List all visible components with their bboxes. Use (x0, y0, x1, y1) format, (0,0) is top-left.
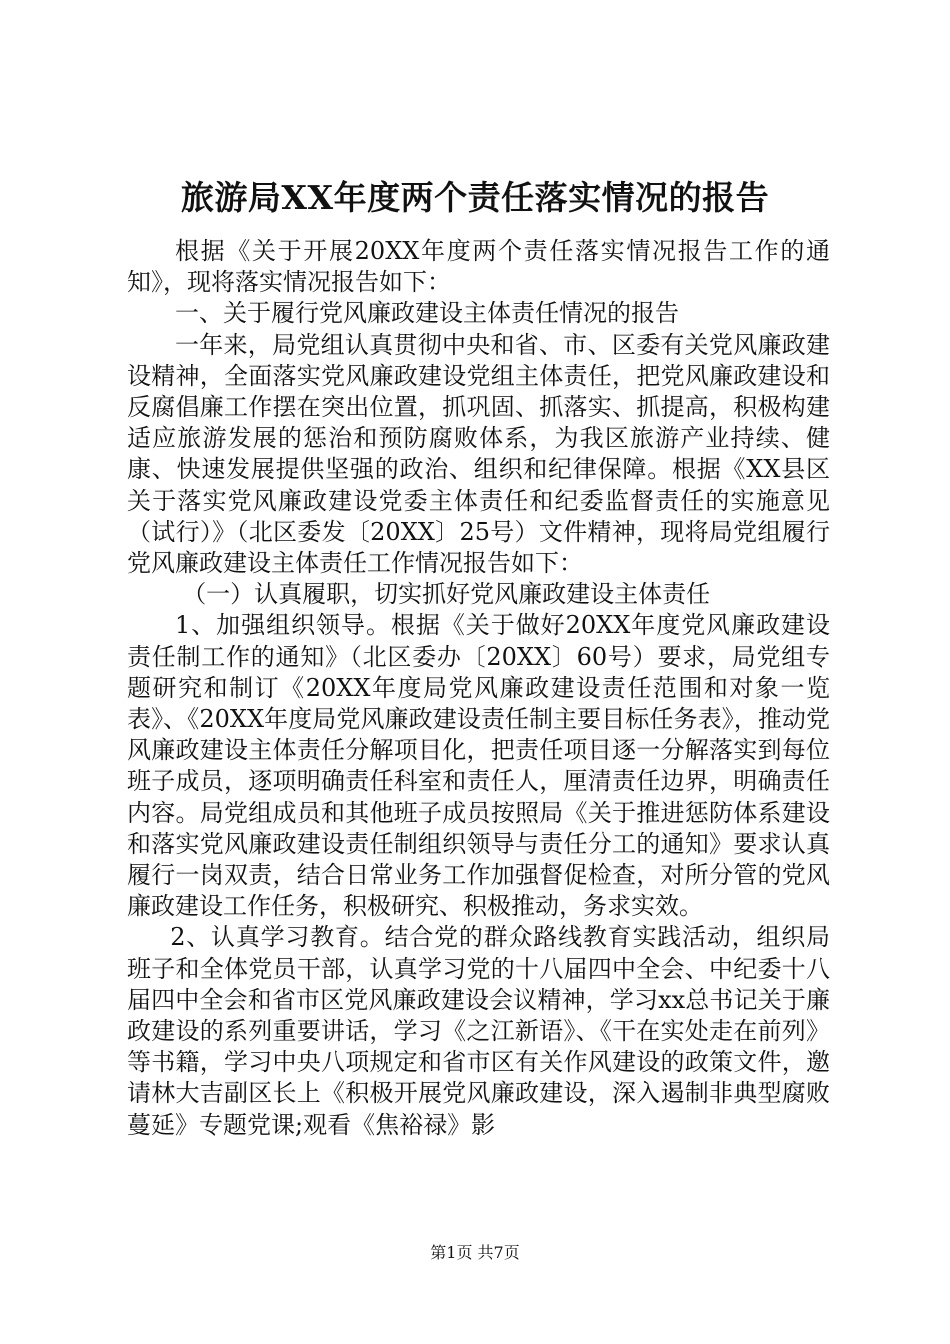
document-title: 旅游局XX年度两个责任落实情况的报告 (180, 178, 770, 217)
document-body (127, 236, 830, 1141)
paragraph-item-2: 2、认真学习教育。结合党的群众路线教育实践活动，组织局班子和全体党员干部，认真学习党的十八届四中全会、中纪委十八届四中全会和省市区党风廉政建设会议精神，学习xx总书记关于廉政建设的系列重要讲话，学习《之江新语》、《干在实处走在前列》等书籍，学习中央八项规定和省市区有关作风建设的政策文件，邀请林大吉副区长上《积极开展党风廉政建设，深入遏制非典型腐败蔓延》专题党课;观看《焦裕禄》影 (127, 923, 830, 1139)
paragraph-overview: 一年来，局党组认真贯彻中央和省、市、区委有关党风廉政建设精神，全面落实党风廉政建设党组主体责任，把党风廉政建设和反腐倡廉工作摆在突出位置，抓巩固、抓落实、抓提高，积极构建适应旅游发展的惩治和预防腐败体系，为我区旅游产业持续、健康、快速发展提供坚强的政治、组织和纪律保障。根据《XX县区关于落实党风廉政建设党委主体责任和纪委监督责任的实施意见（试行）》（北区委发〔20XX〕25号）文件精神，现将局党组履行党风廉政建设主体责任工作情况报告如下： (127, 330, 830, 578)
section-heading-1: 一、关于履行党风廉政建设主体责任情况的报告 (175, 299, 679, 328)
subsection-heading-1: （一）认真履职，切实抓好党风廉政建设主体责任 (182, 580, 711, 609)
paragraph-item-1: 1、加强组织领导。根据《关于做好20XX年度党风廉政建设责任制工作的通知》（北区委办〔20XX〕60号）要求，局党组专题研究和制订《20XX年度局党风廉政建设责任范围和对象一览表》、《20XX年度局党风廉政建设责任制主要目标任务表》，推动党风廉政建设主体责任分解项目化，把责任项目逐一分解落实到每位班子成员，逐项明确责任科室和责任人，厘清责任边界，明确责任内容。局党组成员和其他班子成员按照局《关于推进惩防体系建设和落实党风廉政建设责任制组织领导与责任分工的通知》要求认真履行一岗双责，结合日常业务工作加强督促检查，对所分管的党风廉政建设工作任务，积极研究、积极推动，务求实效。 (127, 611, 830, 921)
paragraph-intro: 根据《关于开展20XX年度两个责任落实情况报告工作的通知》，现将落实情况报告如下： (127, 237, 830, 297)
page-footer: 第1页 共7页 (430, 1243, 520, 1262)
